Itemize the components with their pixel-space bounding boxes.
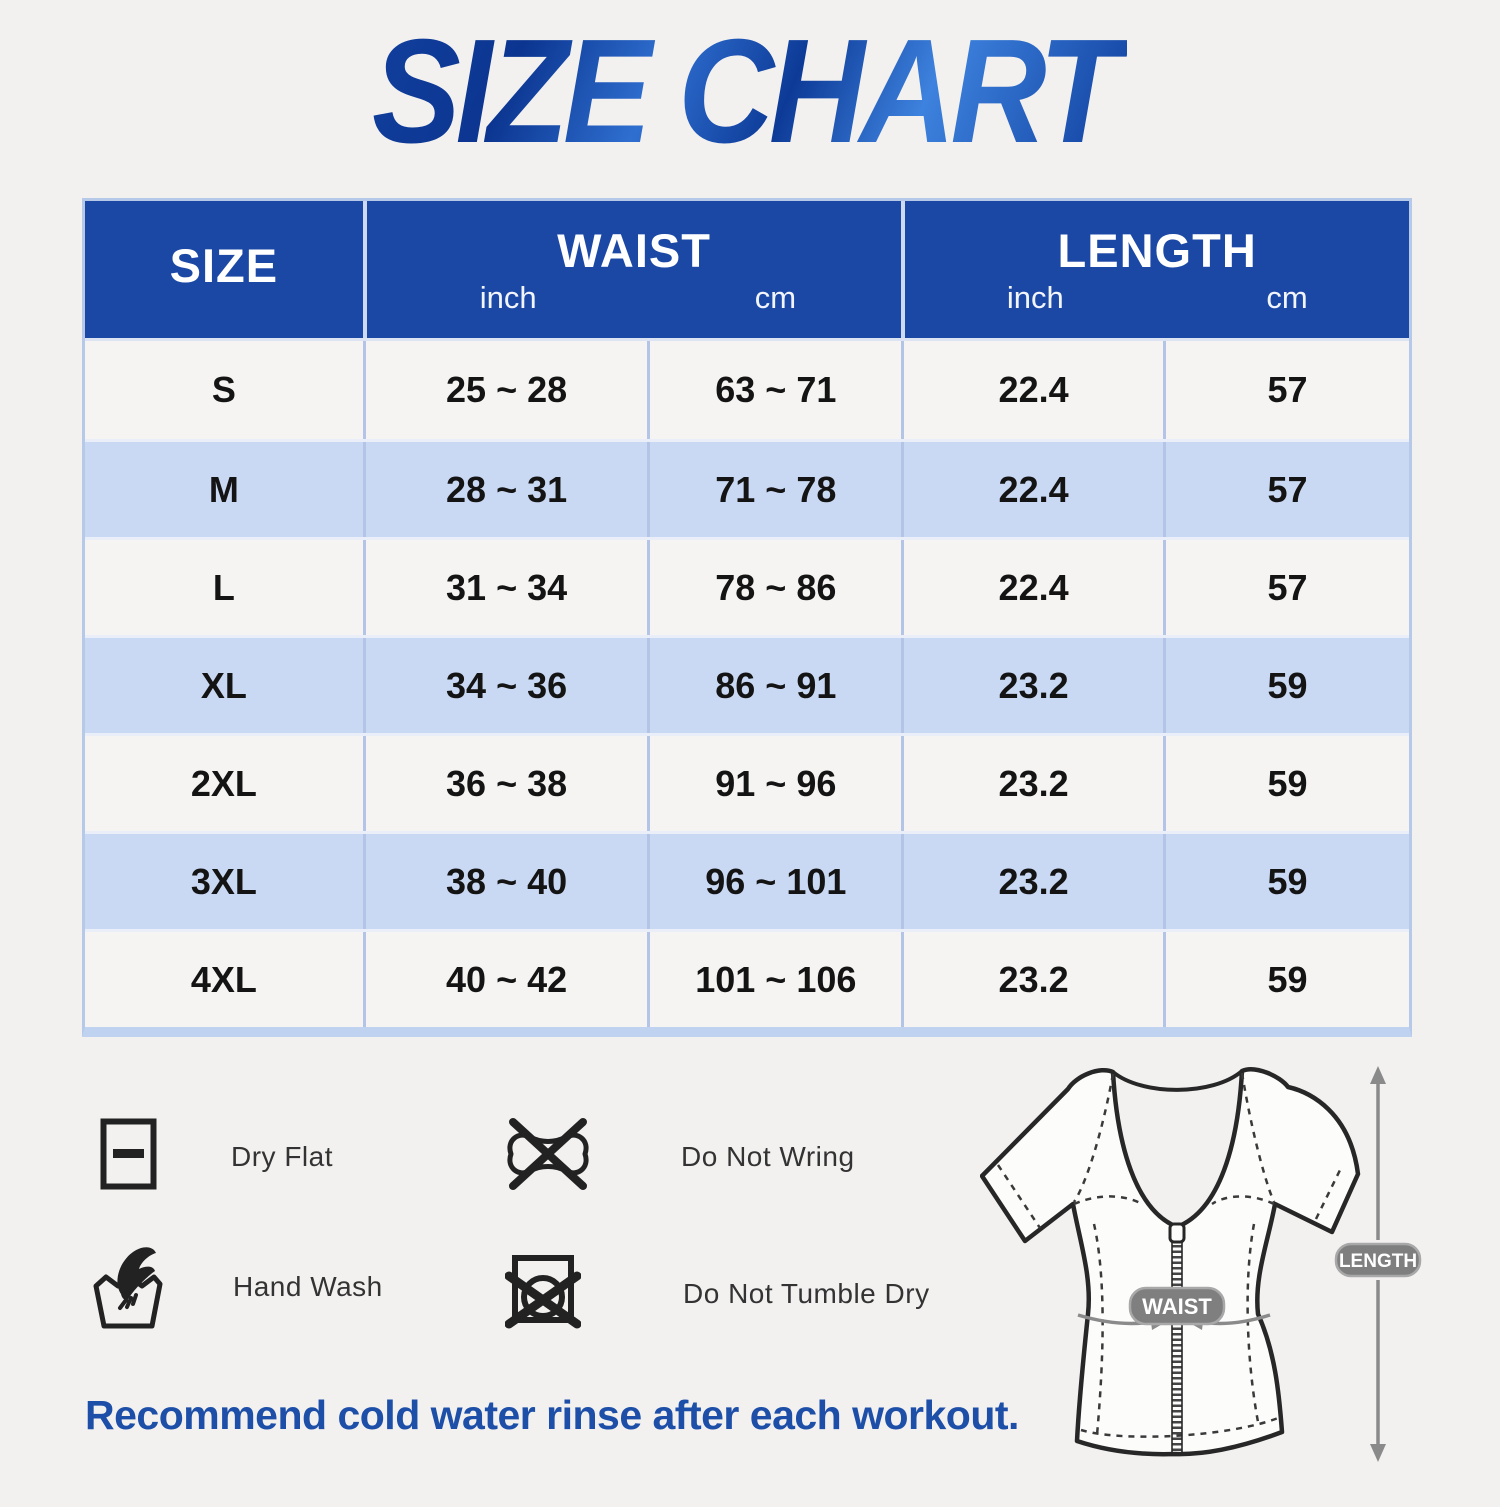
size-table-header	[85, 201, 1409, 338]
cell-waist-cm: 86 ~ 91	[647, 638, 901, 733]
cell-length-cm: 57	[1163, 341, 1409, 439]
length-badge-label: LENGTH	[1338, 1251, 1418, 1272]
header-waist-inch: inch	[479, 280, 537, 315]
table-row	[85, 439, 1409, 537]
table-row	[85, 635, 1409, 733]
cell-length-cm: 57	[1163, 442, 1409, 537]
table-row	[85, 537, 1409, 635]
header-length-label: LENGTH	[1057, 224, 1257, 277]
care-label: Hand Wash	[233, 1270, 383, 1302]
cell-length-cm: 57	[1163, 540, 1409, 635]
waist-badge-label: WAIST	[1142, 1294, 1212, 1319]
header-length-units	[905, 280, 1409, 316]
header-size-label: SIZE	[169, 239, 279, 292]
header-length-inch: inch	[1006, 280, 1064, 315]
footnote: Recommend cold water rinse after each workout.	[85, 1392, 1019, 1438]
cell-waist-inch: 40 ~ 42	[363, 932, 648, 1027]
care-item-dry-flat	[100, 1118, 333, 1195]
cell-waist-inch: 28 ~ 31	[363, 442, 648, 537]
header-waist-label: WAIST	[557, 224, 711, 277]
cell-waist-cm: 96 ~ 101	[647, 834, 901, 929]
cell-size: XL	[200, 664, 247, 706]
header-waist-cm: cm	[754, 280, 797, 315]
cell-size: S	[211, 369, 236, 410]
care-label: Dry Flat	[231, 1140, 333, 1172]
cell-length-inch: 22.4	[901, 341, 1163, 439]
cell-waist-cm: 101 ~ 106	[647, 932, 901, 1027]
cell-waist-cm: 71 ~ 78	[647, 442, 901, 537]
cell-length-inch: 23.2	[901, 638, 1163, 733]
hand-wash-icon	[93, 1238, 163, 1335]
cell-waist-inch: 31 ~ 34	[363, 540, 648, 635]
cell-length-inch: 23.2	[901, 932, 1163, 1027]
cell-length-inch: 22.4	[901, 442, 1163, 537]
cell-waist-inch: 25 ~ 28	[363, 341, 648, 439]
garment-diagram	[980, 1052, 1435, 1502]
cell-length-cm: 59	[1163, 932, 1409, 1027]
cell-length-cm: 59	[1163, 834, 1409, 929]
page-title: SIZE CHART	[372, 18, 1127, 166]
cell-length-inch: 22.4	[901, 540, 1163, 635]
care-item-do-not-tumble-dry	[505, 1252, 930, 1335]
cell-waist-cm: 63 ~ 71	[647, 341, 901, 439]
header-length	[901, 201, 1409, 338]
care-item-hand-wash	[93, 1238, 383, 1335]
cell-size: M	[208, 468, 239, 510]
cell-waist-inch: 36 ~ 38	[363, 736, 648, 831]
size-table-body	[85, 338, 1409, 1027]
cell-waist-cm: 91 ~ 96	[647, 736, 901, 831]
table-row	[85, 733, 1409, 831]
cell-size: L	[212, 566, 235, 608]
garment-drawing-icon	[980, 1052, 1435, 1502]
do-not-wring-icon	[503, 1116, 593, 1197]
cell-size: 4XL	[190, 958, 257, 1000]
length-arrow-up-head	[1370, 1066, 1386, 1084]
cell-length-inch: 23.2	[901, 736, 1163, 831]
table-row	[85, 831, 1409, 929]
header-size	[85, 201, 363, 338]
length-badge	[1336, 1244, 1420, 1276]
cell-length-cm: 59	[1163, 638, 1409, 733]
cell-waist-inch: 38 ~ 40	[363, 834, 648, 929]
header-length-cm: cm	[1266, 280, 1308, 315]
table-row	[85, 341, 1409, 439]
care-label: Do Not Wring	[681, 1140, 855, 1172]
size-table	[82, 198, 1412, 1037]
cell-waist-cm: 78 ~ 86	[647, 540, 901, 635]
page-title-wrap	[0, 9, 1500, 174]
length-arrow-down-head	[1370, 1444, 1386, 1462]
cell-waist-inch: 34 ~ 36	[363, 638, 648, 733]
care-label: Do Not Tumble Dry	[683, 1277, 930, 1309]
cell-length-cm: 59	[1163, 736, 1409, 831]
waist-badge	[1130, 1288, 1224, 1324]
header-waist-units	[367, 280, 902, 316]
care-item-do-not-wring	[503, 1116, 855, 1197]
dry-flat-icon	[100, 1118, 157, 1195]
cell-length-inch: 23.2	[901, 834, 1163, 929]
header-waist	[363, 201, 902, 338]
cell-size: 2XL	[190, 762, 257, 804]
do-not-tumble-dry-icon	[505, 1252, 581, 1335]
table-row	[85, 929, 1409, 1027]
cell-size: 3XL	[190, 860, 257, 902]
